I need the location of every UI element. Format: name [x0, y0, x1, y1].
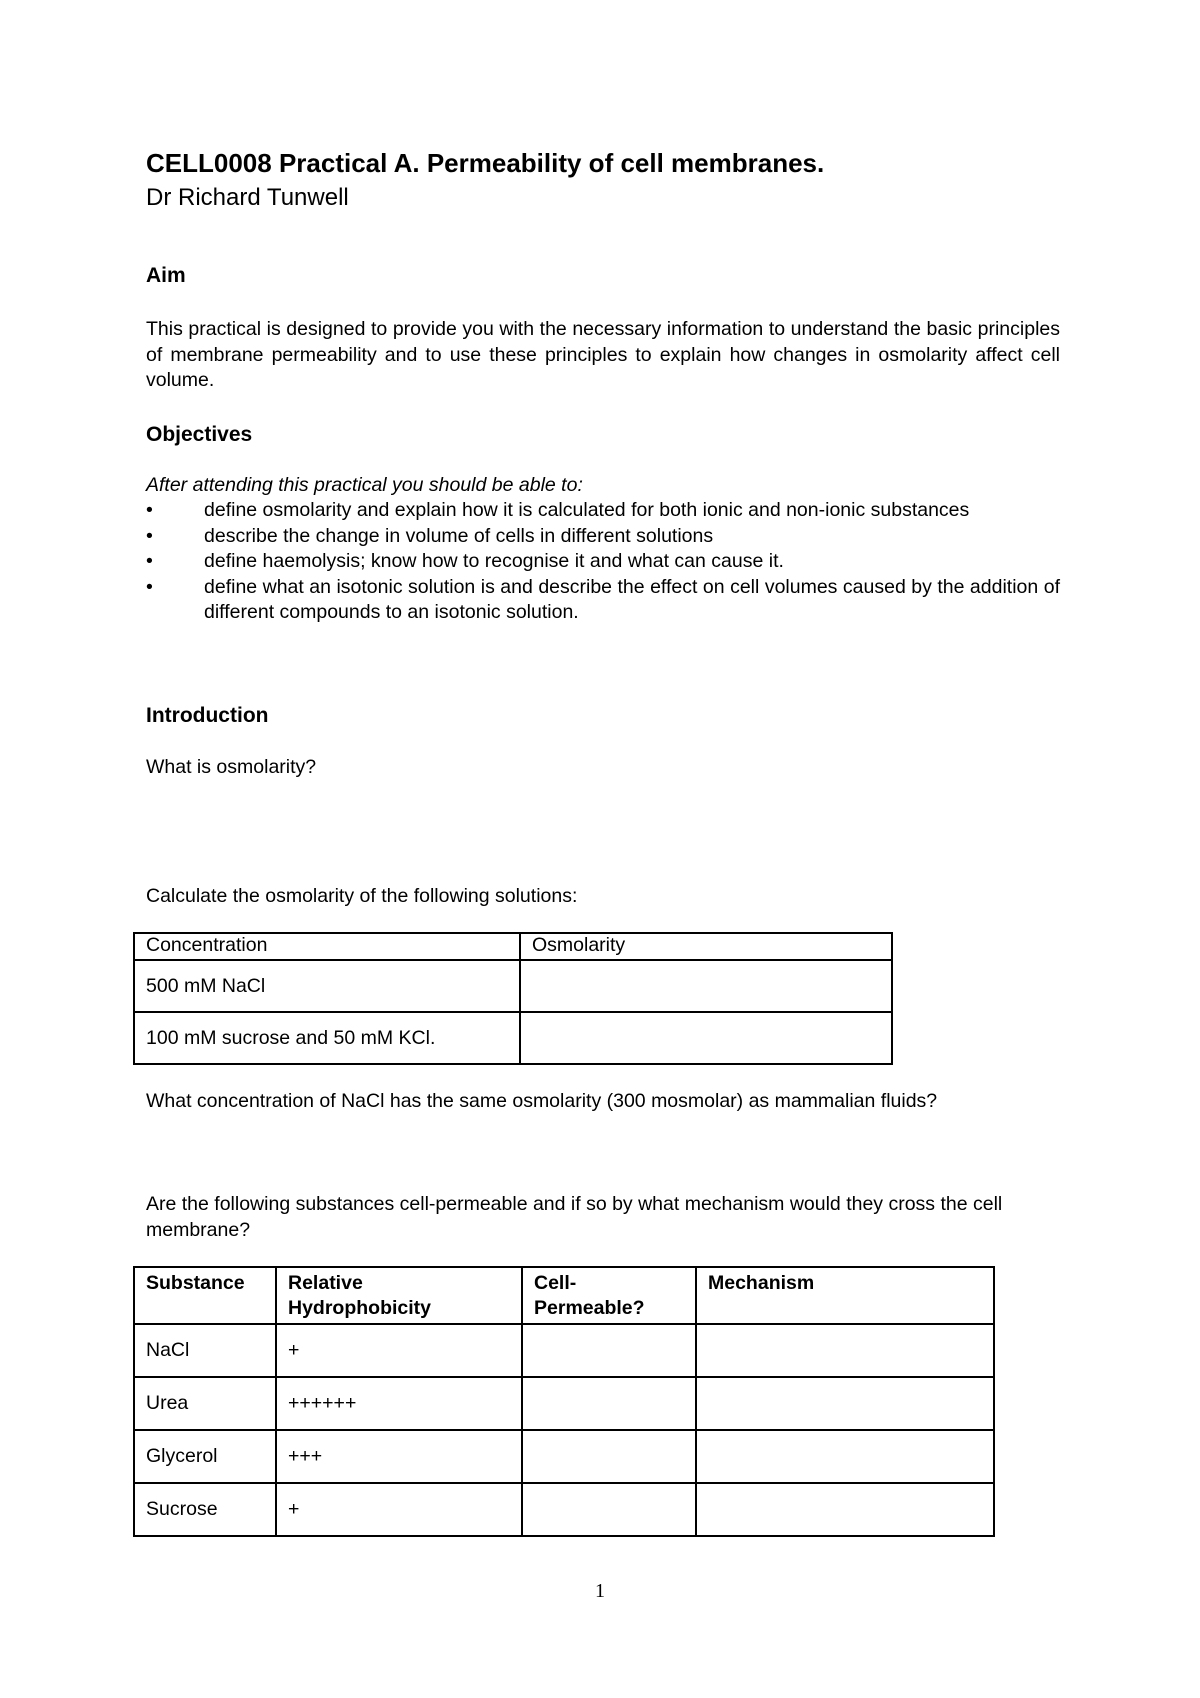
- table-row: [134, 1324, 994, 1377]
- objective-text: define haemolysis; know how to recognise it and what can cause it.: [204, 550, 784, 572]
- table-header-cell: Cell-Permeable?: [522, 1267, 696, 1324]
- objective-text: define osmolarity and explain how it is calculated for both ionic and non-ionic substances: [204, 499, 970, 521]
- table-row: [134, 1012, 892, 1064]
- bullet-icon: •: [146, 575, 153, 598]
- table-row: [134, 1430, 994, 1483]
- bullet-icon: •: [146, 499, 153, 521]
- table-header-row: [134, 933, 892, 960]
- objective-text: define what an isotonic solution is and describe the effect on cell volumes caused by the addition of different compounds to an isotonic solution.: [204, 575, 1060, 623]
- list-item: [146, 524, 1060, 550]
- answer-cell[interactable]: [522, 1377, 696, 1430]
- table-cell: +: [276, 1483, 522, 1536]
- objectives-list: [146, 498, 1060, 626]
- answer-cell[interactable]: [522, 1483, 696, 1536]
- table-cell: 500 mM NaCl: [134, 960, 520, 1012]
- table-row: [134, 1483, 994, 1536]
- list-item: [146, 498, 1060, 524]
- list-item: [146, 575, 1060, 626]
- objectives-heading: Objectives: [146, 423, 253, 446]
- objectives-intro: After attending this practical you should be able to:: [146, 474, 583, 496]
- bullet-icon: •: [146, 524, 153, 547]
- question-nacl-concentration: What concentration of NaCl has the same osmolarity (300 mosmolar) as mammalian fluids?: [146, 1090, 938, 1112]
- table-header-cell: Mechanism: [696, 1267, 994, 1324]
- answer-cell[interactable]: [696, 1430, 994, 1483]
- answer-cell[interactable]: [696, 1483, 994, 1536]
- permeability-table: [133, 1266, 995, 1537]
- table-cell: ++++++: [276, 1377, 522, 1430]
- table-header-cell: Substance: [134, 1267, 276, 1324]
- table-cell: +++: [276, 1430, 522, 1483]
- question-calculate: Calculate the osmolarity of the following solutions:: [146, 885, 578, 907]
- document-author: Dr Richard Tunwell: [146, 184, 349, 211]
- table-row: [134, 960, 892, 1012]
- list-item: [146, 549, 1060, 575]
- answer-cell[interactable]: [522, 1324, 696, 1377]
- question-osmolarity: What is osmolarity?: [146, 756, 317, 778]
- page-number: 1: [595, 1580, 605, 1602]
- table-cell: Glycerol: [134, 1430, 276, 1483]
- answer-cell[interactable]: [520, 960, 892, 1012]
- table-header-row: [134, 1267, 994, 1324]
- osmolarity-table: [133, 932, 893, 1065]
- answer-cell[interactable]: [696, 1324, 994, 1377]
- answer-cell[interactable]: [696, 1377, 994, 1430]
- aim-heading: Aim: [146, 264, 186, 287]
- aim-paragraph: This practical is designed to provide you with the necessary information to understand the basic principles of membrane permeability and to use these principles to explain how changes in osmolarity affect cell volume.: [146, 318, 1060, 391]
- table-cell: +: [276, 1324, 522, 1377]
- objective-text: describe the change in volume of cells in different solutions: [204, 524, 714, 547]
- introduction-heading: Introduction: [146, 704, 269, 727]
- bullet-icon: •: [146, 550, 153, 572]
- table-cell: NaCl: [134, 1324, 276, 1377]
- document-title: CELL0008 Practical A. Permeability of cell membranes.: [146, 148, 825, 178]
- table-header-cell: Relative Hydrophobicity: [276, 1267, 522, 1324]
- table-header-cell: Concentration: [134, 933, 520, 960]
- table-cell: 100 mM sucrose and 50 mM KCl.: [134, 1012, 520, 1064]
- table-cell: Urea: [134, 1377, 276, 1430]
- table-cell: Sucrose: [134, 1483, 276, 1536]
- question-permeability: Are the following substances cell-permeable and if so by what mechanism would they cross the cell membrane?: [146, 1193, 1003, 1241]
- answer-cell[interactable]: [520, 1012, 892, 1064]
- table-row: [134, 1377, 994, 1430]
- answer-cell[interactable]: [522, 1430, 696, 1483]
- table-header-cell: Osmolarity: [520, 933, 892, 960]
